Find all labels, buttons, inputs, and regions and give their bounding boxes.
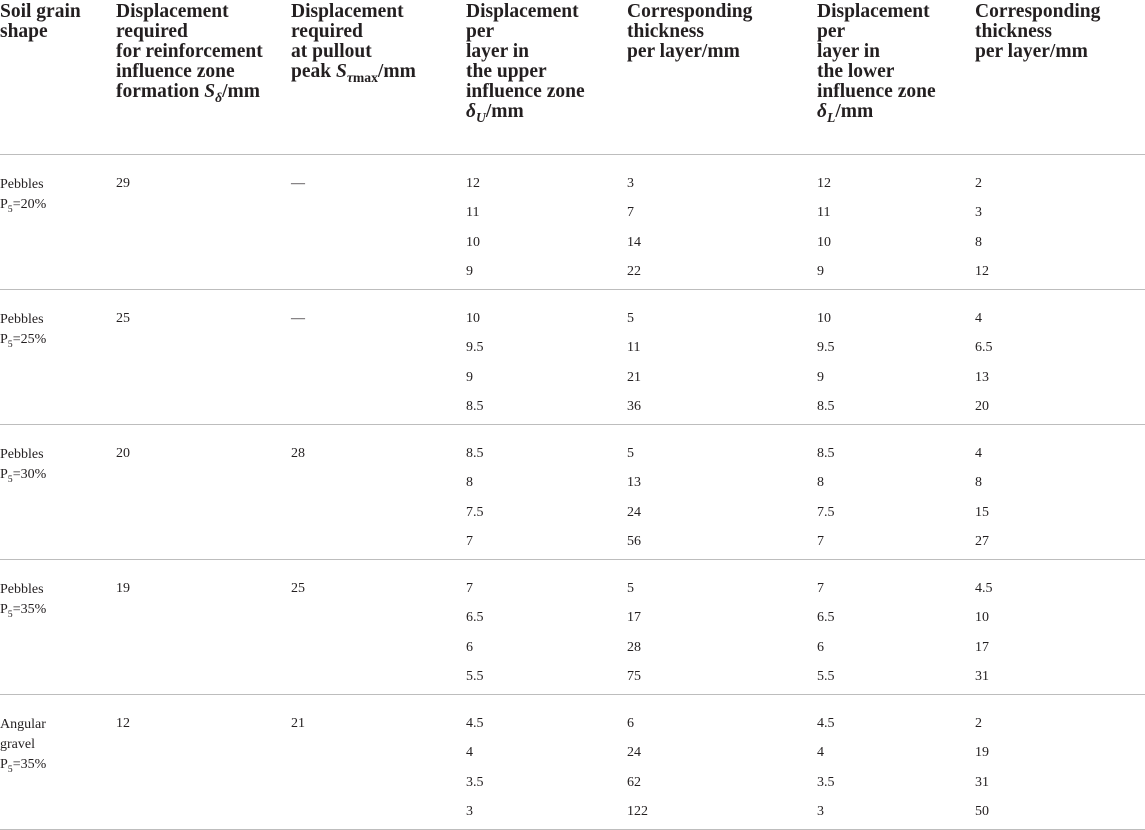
cell-formation-displacement [116,425,291,560]
header-displacement-upper-zone: Displacement per layer in the upper influence zone $\delta_U/mm$ [466,0,627,155]
cell-value: 3.5 [466,774,484,790]
cell-value: 7 [817,534,824,550]
cell-value: 10 [817,311,831,326]
cell-value: — [291,176,305,191]
cell-value: 6 [817,639,824,655]
cell-value: 50 [975,804,989,820]
cell-value: 6 [466,639,473,655]
header-soil-grain-shape: Soil grain shape [0,0,116,155]
header-displacement-pullout-peak: Displacement required at pullout peak $S_{\tau max}/mm$ [291,0,466,155]
cell-value: 122 [627,804,648,820]
cell-lower-displacement [817,695,975,830]
cell-pullout-peak-displacement [291,695,466,830]
cell-value: 21 [291,716,305,731]
cell-value: 10 [466,234,480,250]
cell-value: 7.5 [817,504,835,520]
cell-value: 10 [466,311,480,326]
cell-value: 2 [975,716,982,731]
cell-value: 7 [627,205,634,221]
cell-value: 9 [466,264,473,280]
cell-formation-displacement [116,560,291,695]
cell-value: 9 [817,369,824,385]
cell-value: 8.5 [817,399,835,415]
cell-value: 4 [466,745,473,761]
cell-value: 11 [627,340,641,356]
cell-soil-grain-shape [0,425,116,560]
cell-value: 5 [627,581,634,596]
cell-value: 11 [466,205,480,221]
cell-value: 28 [291,446,305,461]
cell-value: 4.5 [975,581,993,596]
cell-upper-thickness [627,425,817,560]
header-displacement-lower-zone: Displacement per layer in the lower influence zone $\delta_L/mm$ [817,0,975,155]
cell-value: 10 [975,610,989,626]
header-rich-label: $\delta_U/mm$ [466,101,524,125]
header-thickness-lower: Corresponding thickness per layer/mm [975,0,1145,155]
cell-value: 8.5 [817,446,835,461]
cell-value: 6.5 [975,340,993,356]
cell-value: 12 [975,264,989,280]
cell-value: 7 [466,581,473,596]
header-rich-label: formation $S_\delta/mm$ [116,81,261,105]
table-body [0,155,1145,830]
cell-value: 3.5 [817,774,835,790]
shape-line: Pebbles [0,582,44,597]
table-row [0,425,1145,560]
cell-soil-grain-shape [0,290,116,425]
table-row [0,695,1145,830]
cell-value: 8 [975,475,982,491]
cell-upper-thickness [627,155,817,290]
cell-lower-thickness [975,155,1145,290]
cell-value: 24 [627,504,641,520]
cell-value: 5 [627,311,634,326]
cell-value: 4.5 [466,716,484,731]
cell-value: 2 [975,176,982,191]
cell-upper-thickness [627,290,817,425]
cell-value: 5.5 [817,669,835,685]
cell-value: 25 [291,581,305,596]
cell-value: 3 [466,804,473,820]
cell-upper-thickness [627,560,817,695]
cell-value: 8 [466,475,473,491]
cell-value: 17 [975,639,989,655]
shape-line: gravel [0,737,35,752]
header-thickness-upper: Corresponding thickness per layer/mm [627,0,817,155]
cell-value: 12 [466,176,480,191]
cell-value: 5.5 [466,669,484,685]
cell-value: 62 [627,774,641,790]
cell-lower-displacement [817,155,975,290]
cell-value: 4.5 [817,716,835,731]
cell-lower-displacement [817,560,975,695]
table-row [0,155,1145,290]
shape-line: Pebbles [0,447,44,462]
cell-value: 5 [627,446,634,461]
shape-line: Angular [0,717,46,732]
cell-value: 4 [817,745,824,761]
cell-value: 56 [627,534,641,550]
shape-line: $P_5=30\%$ [0,467,47,485]
cell-value: 7 [466,534,473,550]
cell-value: 20 [116,446,130,461]
cell-value: 14 [627,234,641,250]
cell-value: 8.5 [466,399,484,415]
cell-value: 6.5 [466,610,484,626]
cell-value: 31 [975,774,989,790]
shape-line: $P_5=35\%$ [0,602,47,620]
cell-value: 24 [627,745,641,761]
cell-value: 13 [627,475,641,491]
cell-lower-displacement [817,290,975,425]
cell-value: 6 [627,716,634,731]
cell-lower-thickness [975,290,1145,425]
cell-soil-grain-shape [0,695,116,830]
cell-value: 9.5 [817,340,835,356]
shape-line: Pebbles [0,312,44,327]
cell-value: 27 [975,534,989,550]
cell-upper-displacement [466,560,627,695]
header-displacement-influence-zone-formation: Displacement required for reinforcement influence zone formation $S_\delta/mm$ [116,0,291,155]
cell-lower-thickness [975,425,1145,560]
table-row [0,290,1145,425]
header-rich-label: peak $S_{\tau max}/mm$ [291,61,416,85]
cell-upper-thickness [627,695,817,830]
cell-value: 20 [975,399,989,415]
cell-value: 12 [116,716,130,731]
header-rich-label: $\delta_L/mm$ [817,101,874,125]
header-row [0,0,1145,155]
cell-upper-displacement [466,155,627,290]
cell-value: 36 [627,399,641,415]
cell-formation-displacement [116,695,291,830]
cell-value: 25 [116,311,130,326]
cell-pullout-peak-displacement [291,425,466,560]
cell-value: 28 [627,639,641,655]
shape-line: Pebbles [0,177,44,192]
cell-value: 13 [975,369,989,385]
cell-upper-displacement [466,290,627,425]
cell-value: 8 [975,234,982,250]
cell-value: 8.5 [466,446,484,461]
cell-value: 75 [627,669,641,685]
cell-value: 11 [817,205,831,221]
cell-value: 3 [817,804,824,820]
cell-value: 6.5 [817,610,835,626]
shape-line: $P_5=20\%$ [0,197,47,215]
cell-value: 9.5 [466,340,484,356]
cell-value: 4 [975,446,982,461]
table-row [0,560,1145,695]
cell-value: 17 [627,610,641,626]
cell-lower-thickness [975,560,1145,695]
cell-value: 29 [116,176,130,191]
cell-soil-grain-shape [0,560,116,695]
cell-value: 8 [817,475,824,491]
cell-value: 19 [975,745,989,761]
cell-upper-displacement [466,695,627,830]
cell-value: 7.5 [466,504,484,520]
shape-line: $P_5=25\%$ [0,332,47,350]
cell-value: 12 [817,176,831,191]
cell-value: 22 [627,264,641,280]
cell-pullout-peak-displacement [291,155,466,290]
cell-formation-displacement [116,290,291,425]
cell-upper-displacement [466,425,627,560]
cell-value: 3 [627,176,634,191]
cell-value: 15 [975,504,989,520]
cell-pullout-peak-displacement [291,560,466,695]
cell-value: 9 [817,264,824,280]
cell-value: 7 [817,581,824,596]
cell-formation-displacement [116,155,291,290]
shape-line: $P_5=35\%$ [0,757,47,775]
cell-value: — [291,311,305,326]
cell-soil-grain-shape [0,155,116,290]
cell-value: 4 [975,311,982,326]
cell-value: 10 [817,234,831,250]
cell-pullout-peak-displacement [291,290,466,425]
cell-value: 21 [627,369,641,385]
cell-value: 3 [975,205,982,221]
cell-value: 31 [975,669,989,685]
cell-value: 19 [116,581,130,596]
cell-lower-thickness [975,695,1145,830]
cell-lower-displacement [817,425,975,560]
cell-value: 9 [466,369,473,385]
